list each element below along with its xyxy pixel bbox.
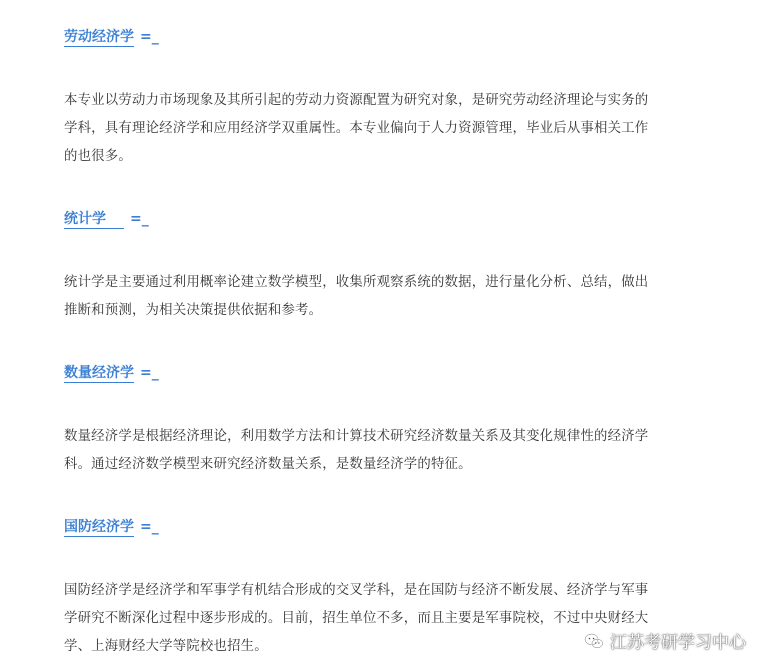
heading-mark: =_ [130, 211, 149, 227]
watermark [584, 628, 746, 653]
paragraph-line: 本专业以劳动力市场现象及其所引起的劳动力资源配置为研究对象，是研究劳动经济理论与实务的 [64, 93, 649, 108]
heading-title: 劳动经济学 [64, 29, 134, 45]
heading-mark: =_ [140, 365, 159, 381]
paragraph-line: 学研究不断深化过程中逐步形成的。目前，招生单位不多，而且主要是军事院校，不过中央财经大 [64, 611, 649, 626]
section-paragraph [64, 269, 714, 325]
section-heading [64, 518, 134, 537]
wechat-logo-icon [584, 632, 604, 650]
section-heading [64, 210, 124, 229]
section-paragraph [64, 423, 714, 479]
paragraph-line: 科。通过经济数学模型来研究经济数量关系，是数量经济学的特征。 [64, 457, 472, 472]
heading-title: 统计学 [64, 211, 106, 227]
section-quantitative-economics [64, 362, 714, 383]
heading-title: 国防经济学 [64, 519, 134, 535]
paragraph-line: 学、上海财经大学等院校也招生。 [64, 639, 268, 654]
section-heading [64, 28, 134, 47]
paragraph-line: 推断和预测，为相关决策提供依据和参考。 [64, 303, 323, 318]
paragraph-line: 统计学是主要通过利用概率论建立数学模型，收集所观察系统的数据，进行量化分析、总结，做出 [64, 275, 649, 290]
paragraph-line: 的也很多。 [64, 149, 132, 164]
heading-mark: =_ [140, 519, 159, 535]
watermark-text: 江苏考研学习中心 [610, 633, 746, 653]
section-heading [64, 364, 134, 383]
section-statistics [64, 208, 714, 229]
paragraph-line: 国防经济学是经济学和军事学有机结合形成的交叉学科，是在国防与经济不断发展、经济学与军事 [64, 583, 649, 598]
paragraph-line: 数量经济学是根据经济理论，利用数学方法和计算技术研究经济数量关系及其变化规律性的经济学 [64, 429, 649, 444]
heading-title: 数量经济学 [64, 365, 134, 381]
paragraph-line: 学科，具有理论经济学和应用经济学双重属性。本专业偏向于人力资源管理，毕业后从事相关工作 [64, 121, 649, 136]
section-defense-economics [64, 516, 714, 537]
heading-mark: =_ [140, 29, 159, 45]
section-labor-economics [64, 26, 714, 47]
section-paragraph [64, 87, 714, 171]
